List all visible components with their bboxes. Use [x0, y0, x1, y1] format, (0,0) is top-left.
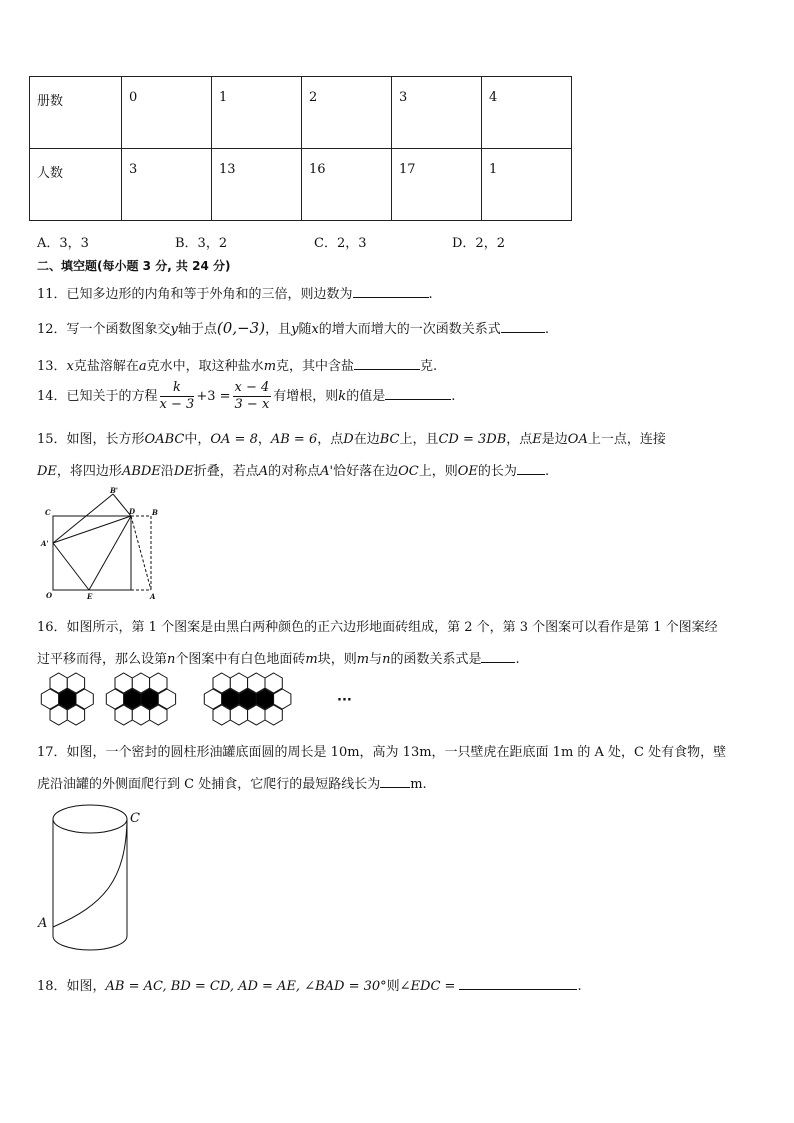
fraction: [233, 380, 272, 413]
answer-blank: [459, 977, 577, 990]
label-a: A: [38, 916, 48, 931]
dashed-da: [131, 516, 151, 590]
fraction-denominator: x − 3: [159, 397, 195, 412]
cylinder-top: [53, 805, 127, 833]
figure-17: [34, 800, 154, 960]
question-text: 则: [386, 979, 400, 994]
option-d: D．2，2: [452, 236, 505, 251]
math-var: y: [170, 322, 178, 337]
question-text: 克水中，取这种盐水: [146, 359, 264, 374]
math-var: x: [311, 322, 319, 337]
math-var: OC: [398, 464, 419, 479]
math-var: n: [382, 652, 391, 667]
label-e: E: [87, 592, 93, 601]
question-text: 轴于点: [177, 322, 217, 337]
label-b: B: [152, 508, 158, 517]
label-b-prime: B': [110, 486, 119, 495]
white-hex-tile: [115, 705, 132, 725]
white-hex-tile: [50, 705, 67, 725]
option-c: C．2，3: [314, 236, 367, 251]
question-text: 的值是: [346, 389, 386, 404]
answer-blank: [380, 775, 410, 788]
question-15-cont: DE，将四边形ABDE沿DE折叠，若点A的对称点A'恰好落在边OC上，则OE的长为 .: [37, 464, 550, 479]
question-text: 克.: [420, 359, 438, 374]
fraction-denominator: 3 − x: [234, 397, 270, 412]
question-16-cont: 过平移而得，那么设第n个图案中有白色地面砖m块，则m与n的函数关系式是 .: [37, 652, 520, 667]
white-hex-tile: [248, 705, 265, 725]
math-point: (0,−3): [216, 319, 266, 337]
ellipsis-label: ···: [337, 693, 352, 708]
label-d: D: [129, 507, 136, 516]
answer-blank: [481, 650, 515, 663]
math-var: m: [356, 652, 370, 667]
label-o: O: [46, 591, 53, 600]
table-cell: 0: [122, 77, 212, 149]
math-var: ABDE: [121, 464, 161, 479]
question-17-cont: 虎沿油罐的外侧面爬行到 C 处捕食，它爬行的最短路线长为 m.: [37, 777, 427, 792]
question-text: 随: [298, 322, 312, 337]
question-18: 18．如图，AB = AC, BD = CD, AD = AE, ∠BAD = 30°则∠EDC = .: [37, 979, 582, 994]
fraction: [160, 380, 195, 413]
math-var: m: [305, 652, 318, 667]
table-row: [30, 149, 572, 221]
question-14: 14．已知关于的方程 $\frac{k}{x - 3}$ +3 = $\frac{x - 4}{3 - x}$ 有增根，则k的值是 .: [37, 380, 456, 412]
question-text: 有增根，则: [273, 389, 339, 404]
math-var: m: [263, 359, 277, 374]
question-12: 12．写一个函数图象交y轴于点(0,−3)，且y随x的增大而增大的一次函数关系式 .: [37, 319, 549, 337]
table-cell: 3: [122, 149, 212, 221]
table-header-cell: 人数: [30, 149, 122, 221]
figure-15: [36, 484, 166, 604]
math-expr: AB = 6: [270, 432, 318, 447]
segment-a-prime-d: [53, 516, 131, 543]
question-text: ，且: [265, 322, 292, 337]
white-hex-tile: [150, 705, 167, 725]
label-c: C: [130, 811, 140, 826]
math-var: OA: [567, 432, 588, 447]
question-15: 15．如图，长方形OABC中，OA = 8，AB = 6，点D在边BC上，且CD = 3DB，点E是边OA上一点，连接: [37, 432, 666, 447]
question-text: 14．已知关于的方程: [37, 389, 158, 404]
math-var: n: [167, 652, 176, 667]
label-c: C: [45, 508, 51, 517]
answer-blank: [354, 357, 420, 370]
white-hex-tile: [230, 705, 247, 725]
option-b: B．3，2: [175, 236, 228, 251]
math-var: OE: [457, 464, 478, 479]
math-var: A: [258, 464, 269, 479]
table-cell: 4: [482, 77, 572, 149]
math-var: A': [320, 464, 334, 479]
question-text: 18．如图，: [37, 979, 106, 994]
math-var: k: [338, 389, 347, 404]
math-var: DE: [37, 464, 57, 479]
math-var: a: [138, 359, 147, 374]
math-expr: ∠EDC =: [399, 979, 456, 994]
table-cell: 1: [482, 149, 572, 221]
label-a: A: [150, 592, 156, 601]
math-var: DE: [173, 464, 194, 479]
table-cell: 16: [302, 149, 392, 221]
segment-a-prime-e: [53, 543, 89, 590]
fraction-numerator: k: [160, 380, 195, 397]
white-hex-tile: [132, 705, 149, 725]
table-cell: 3: [392, 77, 482, 149]
math-var: y: [291, 322, 299, 337]
math-var: BC: [379, 432, 400, 447]
figure-16: [36, 670, 366, 728]
table-cell: 13: [212, 149, 302, 221]
math-var: x: [66, 359, 74, 374]
shortest-path: [53, 819, 127, 927]
white-hex-tile: [67, 705, 84, 725]
math-expr: OA = 8: [210, 432, 258, 447]
question-16: 16．如图所示，第 1 个图案是由黑白两种颜色的正六边形地面砖组成，第 2 个，第 3 个图案可以看作是第 1 个图案经: [37, 620, 718, 635]
answer-blank: [385, 387, 451, 400]
table-cell: 2: [302, 77, 392, 149]
table-row: [30, 77, 572, 149]
question-13: 13．x克盐溶解在a克水中，取这种盐水m克，其中含盐 克.: [37, 359, 438, 374]
question-text: 克，其中含盐: [276, 359, 355, 374]
segment-e-d: [89, 516, 131, 590]
table-cell: 17: [392, 149, 482, 221]
cylinder-bottom: [53, 936, 127, 950]
answer-blank: [517, 462, 545, 475]
option-a: A．3，3: [37, 236, 89, 251]
data-table: [29, 76, 572, 221]
question-text: 11．已知多边形的内角和等于外角和的三倍，则边数为: [37, 287, 353, 302]
question-text: 克盐溶解在: [73, 359, 139, 374]
answer-blank: [353, 285, 429, 298]
white-hex-tile: [213, 705, 230, 725]
math-var: D: [343, 432, 354, 447]
math-expr: AB = AC, BD = CD, AD = AE, ∠BAD = 30°: [105, 979, 387, 994]
segment-a-b-prime: [53, 494, 113, 543]
math-expr: CD = 3DB: [438, 432, 507, 447]
math-var: OABC: [144, 432, 185, 447]
question-text: 的增大而增大的一次函数关系式: [318, 322, 501, 337]
question-11: 11．已知多边形的内角和等于外角和的三倍，则边数为 .: [37, 287, 433, 302]
table-header-cell: 册数: [30, 77, 122, 149]
label-a-prime: A': [41, 539, 49, 548]
table-cell: 1: [212, 77, 302, 149]
answer-blank: [501, 320, 545, 333]
math-op: +3 =: [196, 389, 231, 404]
fraction-numerator: x − 4: [234, 380, 270, 395]
math-var: E: [532, 432, 542, 447]
section-title: 二、填空题(每小题 3 分, 共 24 分): [37, 259, 231, 273]
white-hex-tile: [265, 705, 282, 725]
question-17: 17．如图，一个密封的圆柱形油罐底面圆的周长是 10m，高为 13m，一只壁虎在距底面 1m 的 A 处，C 处有食物，壁: [37, 745, 727, 760]
rectangle-oabc: [53, 516, 131, 590]
question-text: 12．写一个函数图象交: [37, 322, 171, 337]
